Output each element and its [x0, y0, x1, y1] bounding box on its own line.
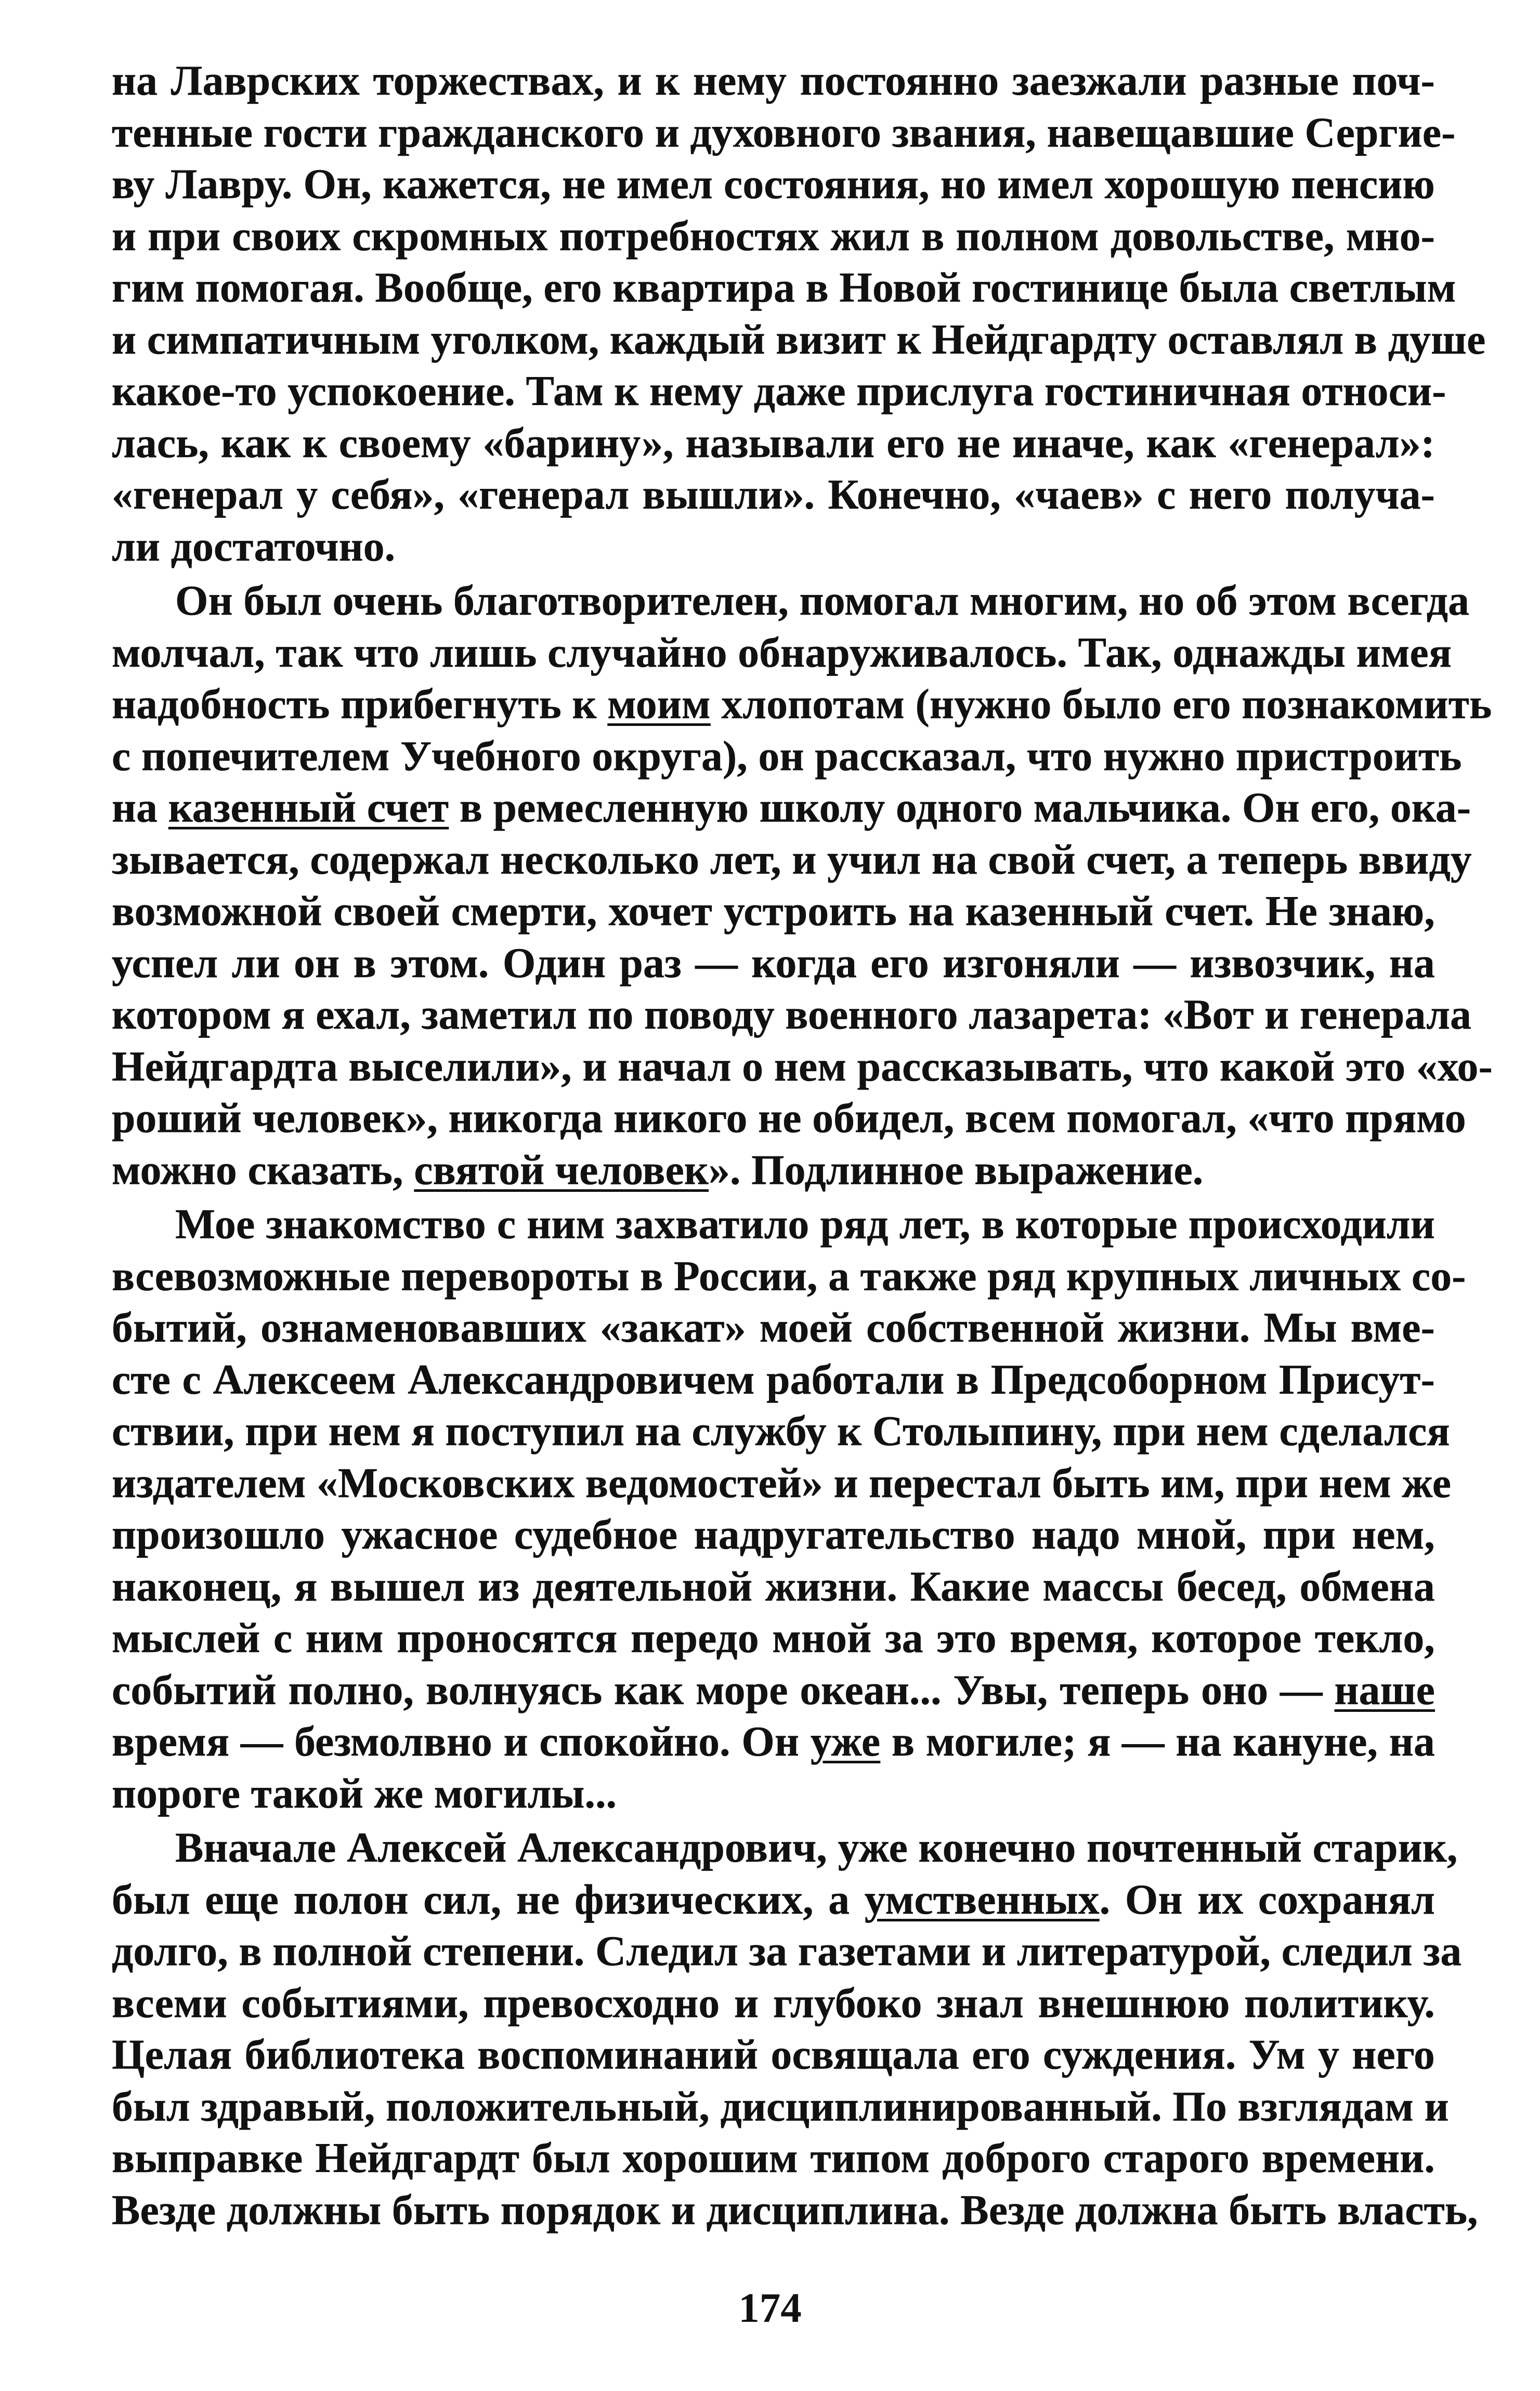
text-line [112, 107, 1456, 159]
text-segment: и при своих скромных потребностях жил в полном довольстве, мно- [112, 212, 1435, 259]
text-segment: наконец, я вышел из деятельной жизни. Какие массы бесед, обмена [112, 1562, 1435, 1610]
underlined-phrase: святой человек [414, 1146, 709, 1193]
text-segment: был здравый, положительный, дисциплинированный. По взглядам и [112, 2082, 1449, 2130]
text-line [112, 1716, 1435, 1768]
text-line [112, 417, 1435, 469]
underlined-phrase: уже [810, 1718, 881, 1765]
text-segment: и симпатичным уголком, каждый визит к Нейдгардту оставлял в душе [112, 315, 1486, 363]
text-line [112, 575, 1470, 627]
paragraph [112, 1198, 1466, 1819]
text-segment: надобность прибегнуть к [112, 680, 608, 727]
text-segment: выправке Нейдгардт был хорошим типом доброго старого времени. [112, 2134, 1435, 2181]
text-line [112, 1664, 1435, 1716]
text-segment: бытий, ознаменовавших «закат» моей собственной жизни. Мы вме- [112, 1304, 1435, 1351]
text-line [112, 1561, 1435, 1613]
text-segment: время — безмолвно и спокойно. Он [112, 1718, 811, 1765]
text-segment: ли достаточно. [112, 522, 396, 570]
text-line [112, 521, 1435, 573]
text-segment: Везде должны быть порядок и дисциплина. Везде должна быть власть, [112, 2186, 1478, 2233]
text-segment: долго, в полной степени. Следил за газетами и литературой, следил за [112, 1927, 1462, 1974]
text-line [112, 989, 1472, 1041]
text-segment: сте с Алексеем Александровичем работали в Предсоборном Присут- [112, 1355, 1435, 1403]
text-line [112, 1457, 1452, 1509]
text-line [112, 937, 1435, 989]
text-line [112, 210, 1435, 262]
text-segment: лась, как к своему «барину», называли его не иначе, как «генерал»: [112, 419, 1435, 466]
text-line [112, 2081, 1449, 2133]
paragraph [112, 55, 1486, 572]
text-line [112, 1144, 1435, 1196]
text-segment: можно сказать, [112, 1146, 414, 1193]
text-line [112, 782, 1471, 834]
text-segment: всеми событиями, превосходно и глубоко знал внешнюю политику. [112, 1979, 1435, 2026]
text-segment: Нейдгардта выселили», и начал о нем рассказывать, что какой это «хо- [112, 1042, 1493, 1090]
text-line [112, 158, 1435, 210]
paragraph [112, 1822, 1478, 2236]
text-segment: молчал, так что лишь случайно обнаруживалось. Так, однажды имея [112, 628, 1452, 676]
text-line [112, 1354, 1435, 1406]
text-line [112, 2132, 1435, 2184]
text-segment: роший человек», никогда никого не обидел, всем помогал, «что прямо [112, 1094, 1466, 1141]
text-segment: Целая библиотека воспоминаний освящала его суждения. Ум у него [112, 2031, 1435, 2078]
underlined-phrase: умственных [864, 1875, 1100, 1923]
text-segment: гим помогая. Вообще, его квартира в Новой гостинице была светлым [112, 264, 1456, 311]
text-segment: ствии, при нем я поступил на службу к Столыпину, при нем сделался [112, 1407, 1450, 1454]
text-line [112, 314, 1486, 366]
text-segment: на [112, 784, 168, 831]
text-line [112, 1768, 1435, 1820]
text-segment: успел ли он в этом. Один раз — когда его изгоняли — извозчик, на [112, 939, 1435, 986]
text-line [112, 1250, 1466, 1302]
text-line [112, 627, 1452, 679]
text-segment: . Он их сохранял [1099, 1875, 1435, 1923]
text-segment: издателем «Московских ведомостей» и перестал быть им, при нем же [112, 1459, 1452, 1506]
text-segment: на Лаврских торжествах, и к нему постоянно заезжали разные поч- [112, 57, 1435, 104]
text-line [112, 730, 1462, 782]
text-line [112, 469, 1435, 521]
text-segment: Он был очень благотворителен, помогал многим, но об этом всегда [175, 577, 1470, 624]
text-line [112, 834, 1472, 886]
text-segment: котором я ехал, заметил по поводу военного лазарета: «Вот и генерала [112, 991, 1472, 1038]
text-line [112, 1198, 1435, 1250]
paragraph [112, 575, 1493, 1196]
underlined-phrase: моим [607, 680, 711, 727]
text-segment: с попечителем Учебного округа), он рассказал, что нужно пристроить [112, 732, 1462, 779]
text-line [112, 55, 1435, 107]
text-line [112, 1822, 1458, 1874]
text-line [112, 1092, 1466, 1144]
text-line [112, 1041, 1493, 1093]
page-number: 174 [738, 2284, 802, 2331]
text-line [112, 885, 1435, 937]
text-line [112, 1612, 1435, 1664]
text-line [112, 1925, 1462, 1977]
text-segment: произошло ужасное судебное надругательство надо мной, при нем, [112, 1511, 1435, 1558]
text-segment: в ремесленную школу одного мальчика. Он его, ока- [449, 784, 1471, 831]
text-line [112, 262, 1456, 314]
text-segment: «генерал у себя», «генерал вышли». Конечно, «чаев» с него получа- [112, 471, 1435, 518]
text-line [112, 1977, 1435, 2029]
text-line [112, 2184, 1478, 2236]
underlined-phrase: наше [1334, 1666, 1435, 1713]
text-segment: был еще полон сил, не физических, а [112, 1875, 865, 1923]
page-body [112, 55, 1493, 2236]
text-segment: зывается, содержал несколько лет, и учил на свой счет, а теперь ввиду [112, 835, 1472, 883]
text-line [112, 1509, 1435, 1561]
text-line [112, 1874, 1435, 1926]
text-segment: хлопотам (нужно было его познакомить [710, 680, 1492, 727]
underlined-phrase: казенный счет [168, 784, 449, 831]
text-line [112, 1405, 1450, 1457]
text-segment: тенные гости гражданского и духовного звания, навещавшие Сергие- [112, 108, 1456, 156]
text-line [112, 1302, 1435, 1354]
text-segment: Мое знакомство с ним захватило ряд лет, в которые происходили [175, 1200, 1435, 1248]
text-segment: пороге такой же могилы... [112, 1769, 617, 1817]
text-segment: событий полно, волнуясь как море океан... Увы, теперь оно — [112, 1666, 1335, 1713]
text-segment: возможной своей смерти, хочет устроить на казенный счет. Не знаю, [112, 887, 1435, 934]
text-line [112, 2029, 1435, 2081]
text-segment: ву Лавру. Он, кажется, не имел состояния, но имел хорошую пенсию [112, 160, 1435, 207]
text-segment: в могиле; я — на кануне, на [880, 1718, 1435, 1765]
text-segment: мыслей с ним проносятся передо мной за это время, которое текло, [112, 1614, 1435, 1661]
text-segment: всевозможные перевороты в России, а также ряд крупных личных со- [112, 1252, 1466, 1300]
text-segment: Вначале Алексей Александрович, уже конечно почтенный старик, [175, 1824, 1458, 1871]
text-segment: ». Подлинное выражение. [709, 1146, 1204, 1193]
text-line [112, 678, 1492, 730]
text-segment: какое-то успокоение. Там к нему даже прислуга гостиничная относи- [112, 367, 1446, 414]
text-line [112, 365, 1446, 417]
